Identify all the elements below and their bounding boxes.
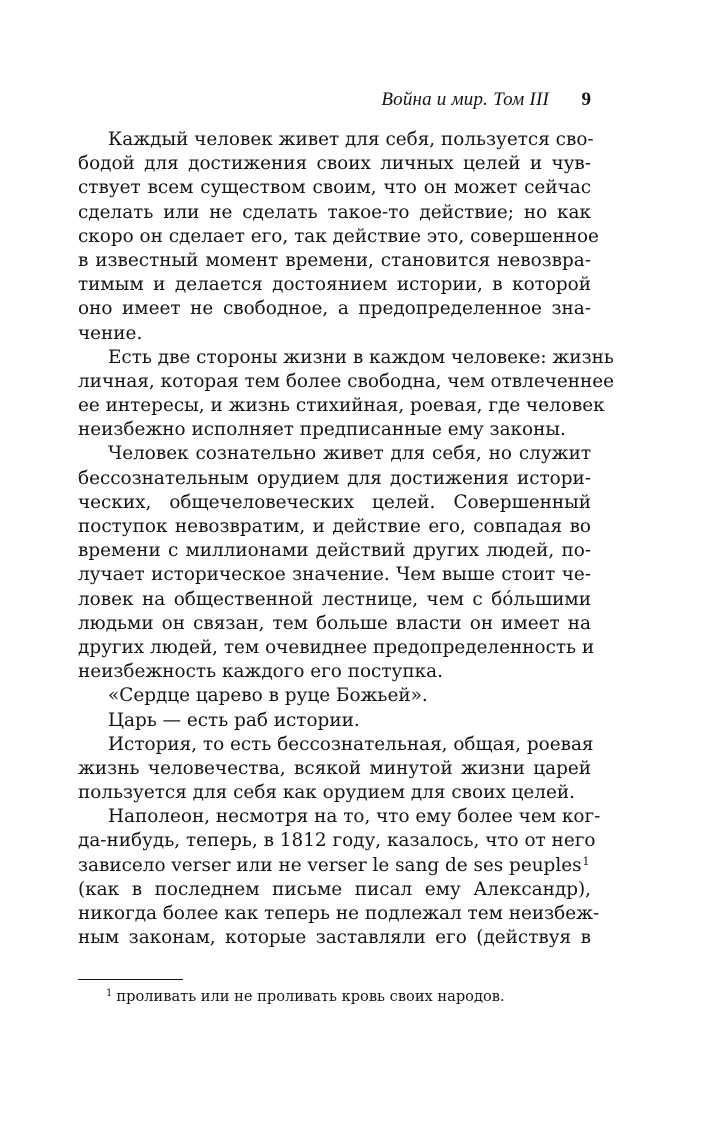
text-line: История, то есть бессознательная, общая, роевая bbox=[108, 733, 594, 755]
running-title: Война и мир. Том III bbox=[381, 89, 549, 110]
page-number: 9 bbox=[581, 89, 591, 110]
main-text bbox=[78, 128, 615, 950]
text-line: в известный момент времени, становится невозвра- bbox=[78, 249, 591, 271]
text-line: ным законам, которые заставляли его (действуя в bbox=[78, 927, 591, 949]
text-line: ловек на общественной лестнице, чем с бóльшими bbox=[78, 588, 591, 610]
footnote-text: проливать или не проливать кровь своих народов. bbox=[116, 988, 505, 1005]
text-line: оно имеет не свободное, а предопределенное зна- bbox=[78, 298, 591, 320]
footnote-separator bbox=[78, 979, 183, 980]
text-line: ствует всем существом своим, что он может сейчас bbox=[78, 177, 591, 199]
text-line: людьми он связан, тем больше власти он имеет на bbox=[78, 612, 591, 634]
text-line: никогда более как теперь не подлежал тем неизбеж- bbox=[78, 903, 600, 924]
text-line: пользуется для себя как орудием для своих целей. bbox=[78, 782, 575, 804]
text-line: чение. bbox=[78, 322, 143, 344]
text-line-with-footnote-ref bbox=[78, 854, 591, 878]
text-line: других людей, тем очевиднее предопределенность и bbox=[78, 636, 595, 658]
text-line: ее интересы, и жизнь стихийная, роевая, где человек bbox=[78, 395, 605, 417]
text-line: поступок невозвратим, и действие его, совпадая во bbox=[78, 516, 591, 537]
text-line: Есть две стороны жизни в каждом человеке: жизнь bbox=[108, 346, 614, 368]
text-line: «Сердце царево в руце Божьей». bbox=[108, 685, 428, 707]
text-line: сделать или не сделать такое-то действие; но как bbox=[78, 201, 591, 223]
running-header bbox=[78, 89, 591, 115]
text-line: лучает историческое значение. Чем выше стоит че- bbox=[78, 564, 591, 586]
text-line: времени с миллионами действий других людей, по- bbox=[78, 540, 591, 562]
text-line: тимым и делается достоянием истории, в которой bbox=[78, 274, 591, 296]
text-line-content: зависело verser или не verser le sang de ses peuples bbox=[78, 854, 582, 876]
footnote-reference: 1 bbox=[582, 854, 590, 868]
text-line: Царь — есть раб истории. bbox=[108, 709, 360, 731]
text-line: жизнь человечества, всякой минутой жизни царей bbox=[78, 757, 591, 779]
text-line: да-нибудь, теперь, в 1812 году, казалось, что от него bbox=[78, 830, 596, 852]
footnote bbox=[106, 987, 505, 1007]
text-line: неизбежность каждого его поступка. bbox=[78, 661, 443, 683]
footnote-marker: 1 bbox=[106, 988, 113, 999]
text-line: бодой для достижения своих личных целей и чув- bbox=[78, 153, 591, 175]
text-line: неизбежно исполняет предписанные ему законы. bbox=[78, 419, 566, 441]
text-line: Каждый человек живет для себя, пользуется сво- bbox=[108, 129, 594, 150]
text-line: ческих, общечеловеческих целей. Совершенный bbox=[78, 491, 591, 513]
text-line: Человек сознательно живет для себя, но служит bbox=[108, 443, 591, 465]
text-line: скоро он сделает его, так действие это, совершенное bbox=[78, 225, 599, 247]
text-line: личная, которая тем более свободна, чем отвлеченнее bbox=[78, 370, 615, 392]
text-line: (как в последнем письме писал ему Александр), bbox=[78, 878, 591, 900]
text-line: Наполеон, несмотря на то, что ему более чем ког- bbox=[108, 806, 601, 828]
text-line: бессознательным орудием для достижения истори- bbox=[78, 467, 591, 489]
